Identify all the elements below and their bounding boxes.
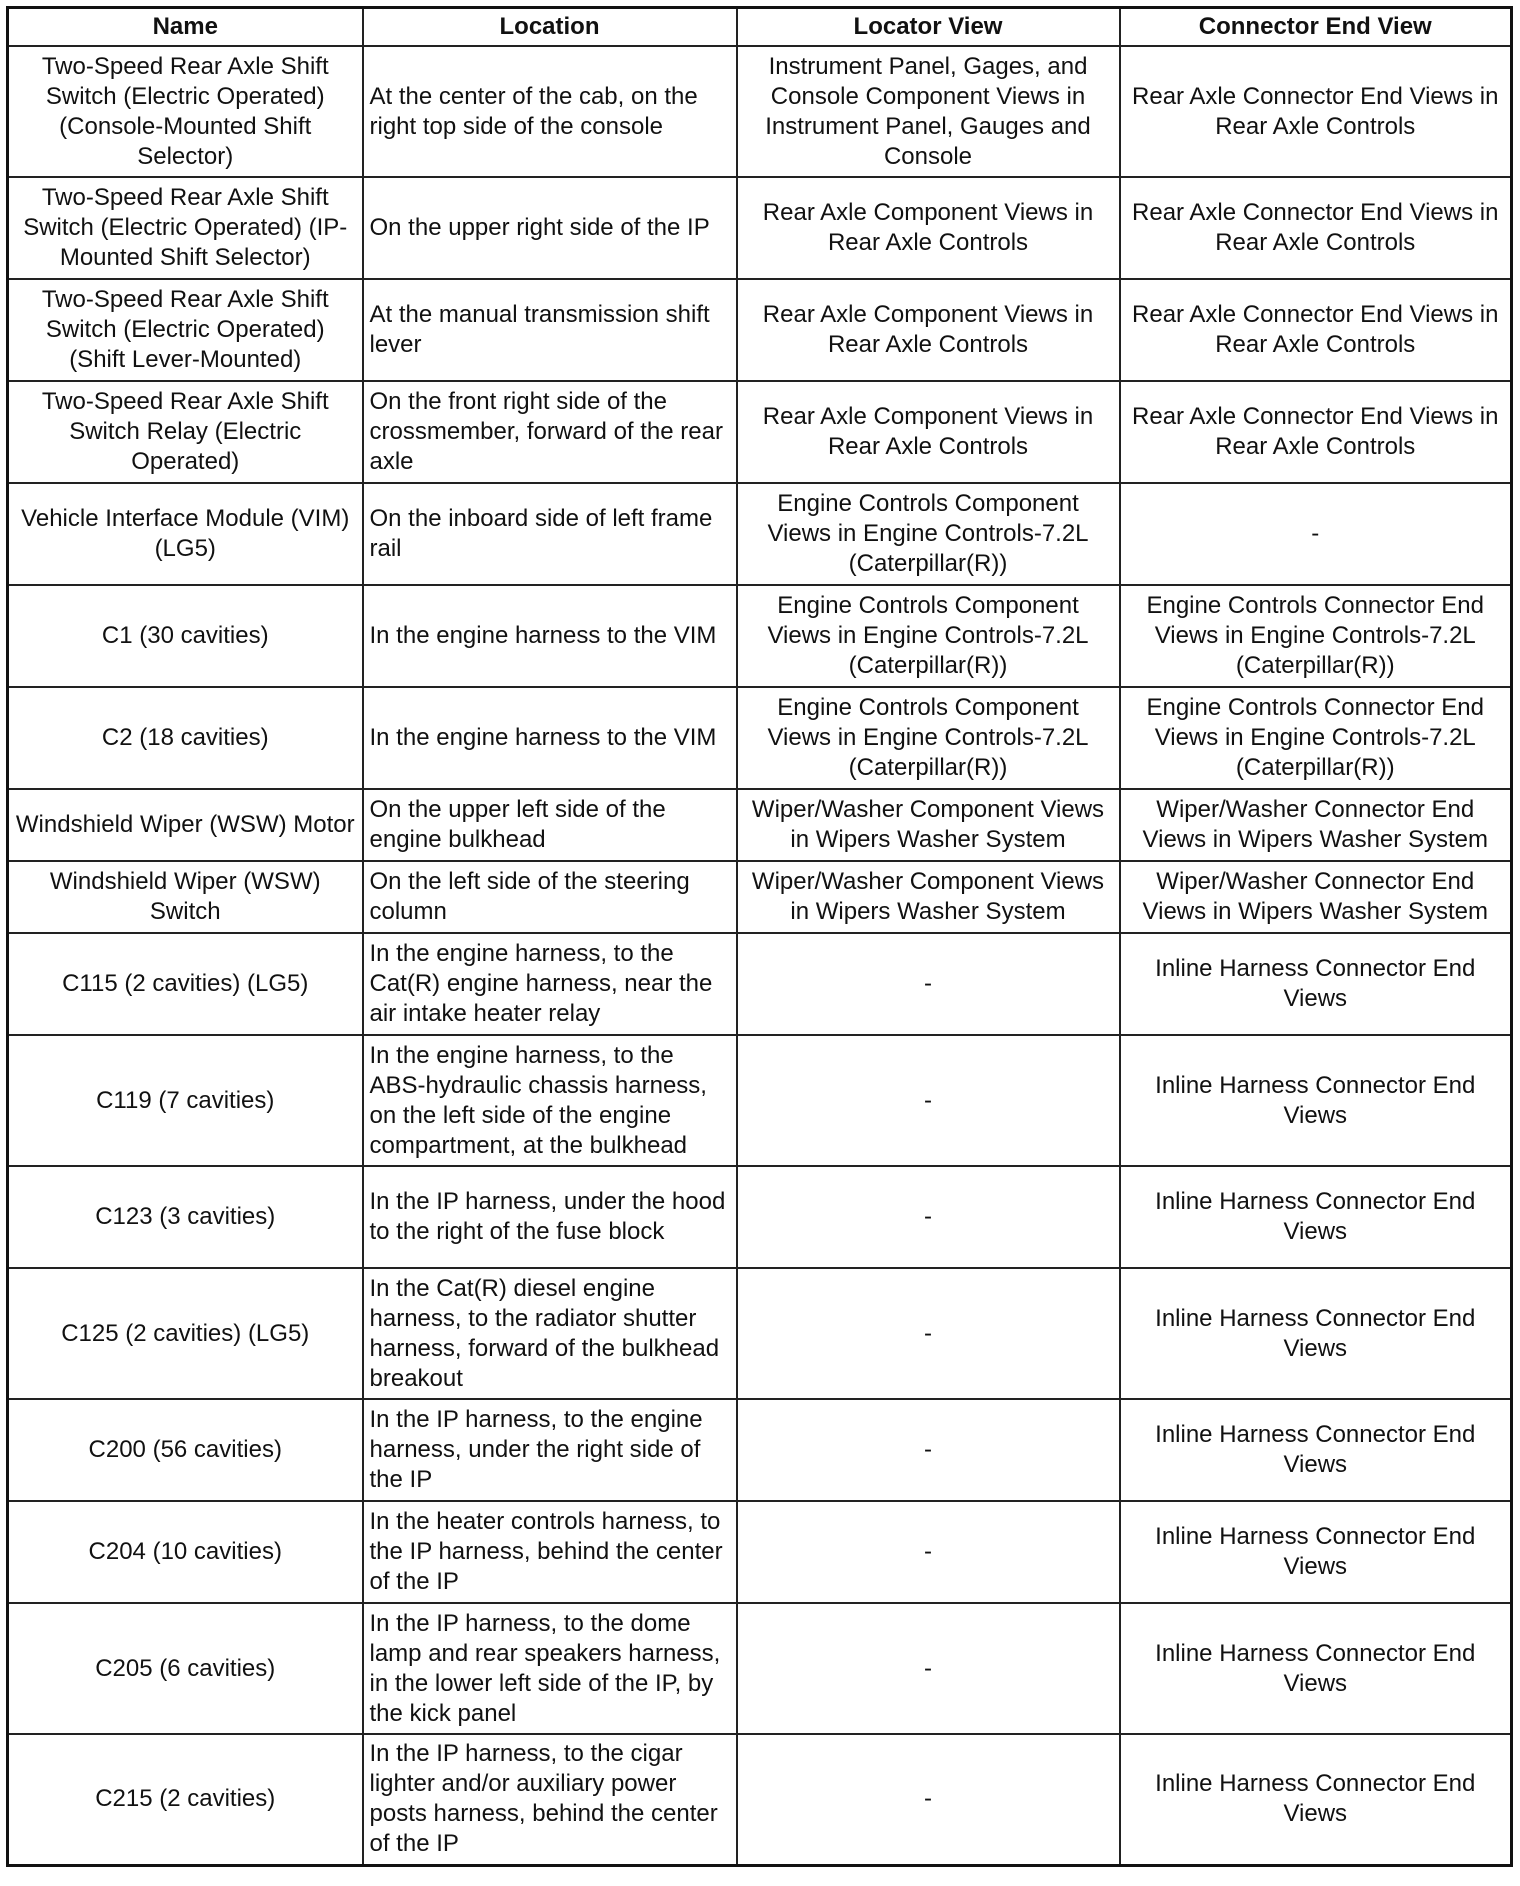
table-header-row	[8, 8, 1512, 47]
cell-name: C123 (3 cavities)	[8, 1166, 363, 1268]
cell-location: In the Cat(R) diesel engine harness, to the radiator shutter harness, forward of the bulkhead breakout	[363, 1268, 737, 1399]
cell-name: C1 (30 cavities)	[8, 585, 363, 687]
cell-location: In the engine harness to the VIM	[363, 585, 737, 687]
cell-locator-view: -	[737, 1399, 1120, 1501]
cell-name: C204 (10 cavities)	[8, 1501, 363, 1603]
table-row	[8, 46, 1512, 177]
cell-locator-view: Instrument Panel, Gages, and Console Component Views in Instrument Panel, Gauges and Console	[737, 46, 1120, 177]
cell-locator-view: -	[737, 1603, 1120, 1734]
cell-connector-end-view: -	[1120, 483, 1512, 585]
cell-name: C119 (7 cavities)	[8, 1035, 363, 1166]
cell-location: In the IP harness, to the cigar lighter and/or auxiliary power posts harness, behind the center of the IP	[363, 1734, 737, 1865]
cell-locator-view: -	[737, 1035, 1120, 1166]
cell-location: At the center of the cab, on the right top side of the console	[363, 46, 737, 177]
table-row	[8, 381, 1512, 483]
cell-name: C205 (6 cavities)	[8, 1603, 363, 1734]
cell-location: On the front right side of the crossmember, forward of the rear axle	[363, 381, 737, 483]
cell-connector-end-view: Inline Harness Connector End Views	[1120, 933, 1512, 1035]
cell-connector-end-view: Wiper/Washer Connector End Views in Wipers Washer System	[1120, 789, 1512, 861]
cell-location: On the upper right side of the IP	[363, 177, 737, 279]
cell-name: C115 (2 cavities) (LG5)	[8, 933, 363, 1035]
cell-location: On the inboard side of left frame rail	[363, 483, 737, 585]
cell-locator-view: -	[737, 1734, 1120, 1865]
cell-connector-end-view: Engine Controls Connector End Views in Engine Controls-7.2L (Caterpillar(R))	[1120, 687, 1512, 789]
cell-locator-view: -	[737, 1268, 1120, 1399]
cell-connector-end-view: Inline Harness Connector End Views	[1120, 1035, 1512, 1166]
cell-location: On the left side of the steering column	[363, 861, 737, 933]
table-row	[8, 1166, 1512, 1268]
cell-connector-end-view: Wiper/Washer Connector End Views in Wipers Washer System	[1120, 861, 1512, 933]
table-row	[8, 1399, 1512, 1501]
table-row	[8, 1035, 1512, 1166]
header-name: Name	[8, 8, 363, 47]
table-row	[8, 585, 1512, 687]
table-row	[8, 279, 1512, 381]
table-row	[8, 1734, 1512, 1865]
component-location-table	[6, 6, 1513, 1867]
cell-location: In the engine harness, to the ABS-hydraulic chassis harness, on the left side of the engine compartment, at the bulkhead	[363, 1035, 737, 1166]
cell-connector-end-view: Inline Harness Connector End Views	[1120, 1734, 1512, 1865]
table-row	[8, 1268, 1512, 1399]
table-row	[8, 789, 1512, 861]
header-connector-end-view: Connector End View	[1120, 8, 1512, 47]
table-row	[8, 1603, 1512, 1734]
cell-location: In the engine harness, to the Cat(R) engine harness, near the air intake heater relay	[363, 933, 737, 1035]
cell-location: In the heater controls harness, to the IP harness, behind the center of the IP	[363, 1501, 737, 1603]
cell-locator-view: Wiper/Washer Component Views in Wipers Washer System	[737, 789, 1120, 861]
cell-locator-view: -	[737, 1501, 1120, 1603]
cell-name: C125 (2 cavities) (LG5)	[8, 1268, 363, 1399]
cell-locator-view: Rear Axle Component Views in Rear Axle Controls	[737, 177, 1120, 279]
cell-locator-view: Engine Controls Component Views in Engine Controls-7.2L (Caterpillar(R))	[737, 585, 1120, 687]
cell-location: In the engine harness to the VIM	[363, 687, 737, 789]
cell-name: Two-Speed Rear Axle Shift Switch (Electric Operated) (IP-Mounted Shift Selector)	[8, 177, 363, 279]
cell-locator-view: Engine Controls Component Views in Engine Controls-7.2L (Caterpillar(R))	[737, 687, 1120, 789]
cell-name: C2 (18 cavities)	[8, 687, 363, 789]
table-row	[8, 687, 1512, 789]
cell-location: On the upper left side of the engine bulkhead	[363, 789, 737, 861]
cell-locator-view: -	[737, 933, 1120, 1035]
cell-name: Windshield Wiper (WSW) Switch	[8, 861, 363, 933]
cell-connector-end-view: Inline Harness Connector End Views	[1120, 1603, 1512, 1734]
table-row	[8, 1501, 1512, 1603]
cell-name: Two-Speed Rear Axle Shift Switch Relay (Electric Operated)	[8, 381, 363, 483]
cell-connector-end-view: Rear Axle Connector End Views in Rear Axle Controls	[1120, 46, 1512, 177]
table-row	[8, 861, 1512, 933]
cell-location: In the IP harness, under the hood to the right of the fuse block	[363, 1166, 737, 1268]
cell-location: In the IP harness, to the dome lamp and rear speakers harness, in the lower left side of the IP, by the kick panel	[363, 1603, 737, 1734]
cell-locator-view: -	[737, 1166, 1120, 1268]
cell-locator-view: Engine Controls Component Views in Engine Controls-7.2L (Caterpillar(R))	[737, 483, 1120, 585]
table-row	[8, 483, 1512, 585]
cell-location: At the manual transmission shift lever	[363, 279, 737, 381]
cell-name: Windshield Wiper (WSW) Motor	[8, 789, 363, 861]
cell-name: Vehicle Interface Module (VIM) (LG5)	[8, 483, 363, 585]
table-row	[8, 177, 1512, 279]
cell-connector-end-view: Rear Axle Connector End Views in Rear Axle Controls	[1120, 177, 1512, 279]
cell-connector-end-view: Inline Harness Connector End Views	[1120, 1166, 1512, 1268]
cell-location: In the IP harness, to the engine harness, under the right side of the IP	[363, 1399, 737, 1501]
cell-locator-view: Rear Axle Component Views in Rear Axle Controls	[737, 381, 1120, 483]
cell-locator-view: Rear Axle Component Views in Rear Axle Controls	[737, 279, 1120, 381]
cell-connector-end-view: Inline Harness Connector End Views	[1120, 1268, 1512, 1399]
header-locator-view: Locator View	[737, 8, 1120, 47]
cell-connector-end-view: Inline Harness Connector End Views	[1120, 1501, 1512, 1603]
cell-name: Two-Speed Rear Axle Shift Switch (Electric Operated) (Shift Lever-Mounted)	[8, 279, 363, 381]
cell-connector-end-view: Rear Axle Connector End Views in Rear Axle Controls	[1120, 381, 1512, 483]
cell-connector-end-view: Inline Harness Connector End Views	[1120, 1399, 1512, 1501]
cell-name: Two-Speed Rear Axle Shift Switch (Electric Operated) (Console-Mounted Shift Selector)	[8, 46, 363, 177]
cell-locator-view: Wiper/Washer Component Views in Wipers Washer System	[737, 861, 1120, 933]
cell-name: C200 (56 cavities)	[8, 1399, 363, 1501]
cell-connector-end-view: Rear Axle Connector End Views in Rear Axle Controls	[1120, 279, 1512, 381]
table-row	[8, 933, 1512, 1035]
header-location: Location	[363, 8, 737, 47]
cell-name: C215 (2 cavities)	[8, 1734, 363, 1865]
cell-connector-end-view: Engine Controls Connector End Views in Engine Controls-7.2L (Caterpillar(R))	[1120, 585, 1512, 687]
